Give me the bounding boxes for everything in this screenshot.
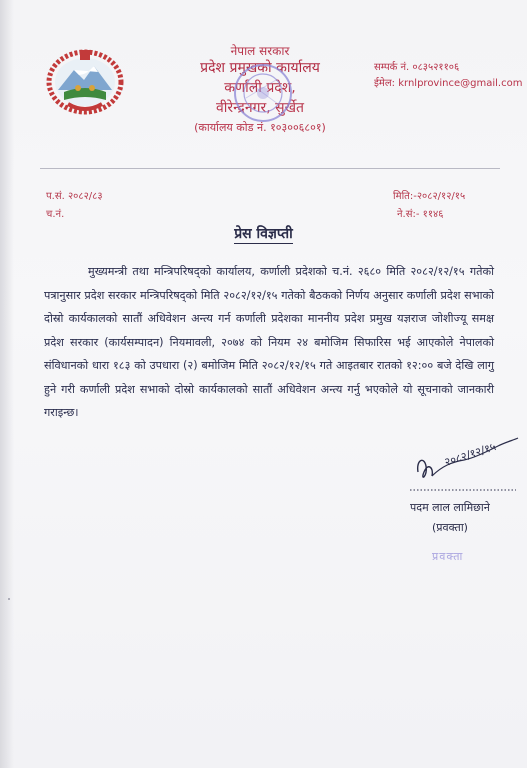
email-label: ईमेल:	[374, 78, 396, 89]
office-stamp-icon	[232, 62, 294, 124]
letterhead-office-code: (कार्यालय कोड नं. १०३००६८०१)	[194, 121, 326, 134]
letterhead-city: वीरेन्द्रनगर, सुर्खेत	[215, 100, 305, 116]
letterhead-office: प्रदेश प्रमुखको कार्यालय	[200, 60, 320, 76]
letterhead-govt: नेपाल सरकार	[230, 44, 290, 58]
reference-chn: च.नं.	[46, 209, 65, 220]
email-value: krnlprovince@gmail.com	[398, 78, 523, 89]
contact-value: ०८३५२११०६	[412, 62, 460, 73]
signature-date: २०८२/१२/१५	[442, 440, 498, 469]
reference-nepal-sambat: ने.सं:- ११४६	[397, 209, 444, 220]
contact-email-row	[374, 76, 522, 92]
reference-ps: प.सं. २०८२/८३	[46, 191, 103, 202]
spokesperson-stamp: प्रवक्ता	[432, 550, 464, 563]
letterhead-province: कर्णाली प्रदेश,	[224, 80, 296, 96]
nepal-emblem-icon	[44, 44, 126, 116]
handwritten-signature-icon	[398, 432, 522, 502]
signatory-role: (प्रवक्ता)	[432, 521, 468, 534]
page-title	[0, 224, 527, 243]
paper-speck	[8, 598, 10, 600]
reference-date: मिति:-२०८२/१२/१५	[393, 191, 466, 202]
contact-label: सम्पर्क नं.	[374, 62, 410, 73]
paper-fold-shadow	[0, 0, 14, 768]
title-text: प्रेस विज्ञप्ती	[234, 226, 293, 242]
letterhead-divider	[40, 168, 500, 169]
reference-right	[393, 188, 465, 224]
contact-phone-row	[374, 60, 522, 76]
press-release-body: मुख्यमन्त्री तथा मन्त्रिपरिषद्को कार्यालय, कर्णाली प्रदेशको च.नं. २६८० मिति २०८२/१२/१५ गतेको पत्रानुसार प्रदेश सरकार मन्त्रिपरिषद्को मिति २०८२/१२/१५ गतेको बैठकको निर्णय अनुसार कर्णाली प्रदेश सभाको दोस्रो कार्यकालको सातौं अधिवेशन अन्त्य गर्न कर्णाली प्रदेशका माननीय प्रदेश प्रमुख यज्ञराज जोशीज्यू समक्ष प्रदेश सरकार (कार्यसम्पादन) नियमावली, २०७४ को नियम २४ बमोजिम सिफारिस भई आएकोले नेपालको संविधानको धारा १८३ को उपधारा (२) बमोजिम मिति २०८२/१२/१५ गते आइतबार रातको १२:०० बजे देखि लागु हुने गरी कर्णाली प्रदेश सभाको दोस्रो कार्यकालको सातौं अधिवेशन अन्त्य गर्नु भएकोले यो सूचनाको जानकारी गराइन्छ।	[44, 265, 494, 419]
signatory-name: पदम लाल लामिछाने	[410, 501, 490, 514]
reference-left	[46, 188, 103, 224]
letterhead-contact	[374, 60, 522, 92]
